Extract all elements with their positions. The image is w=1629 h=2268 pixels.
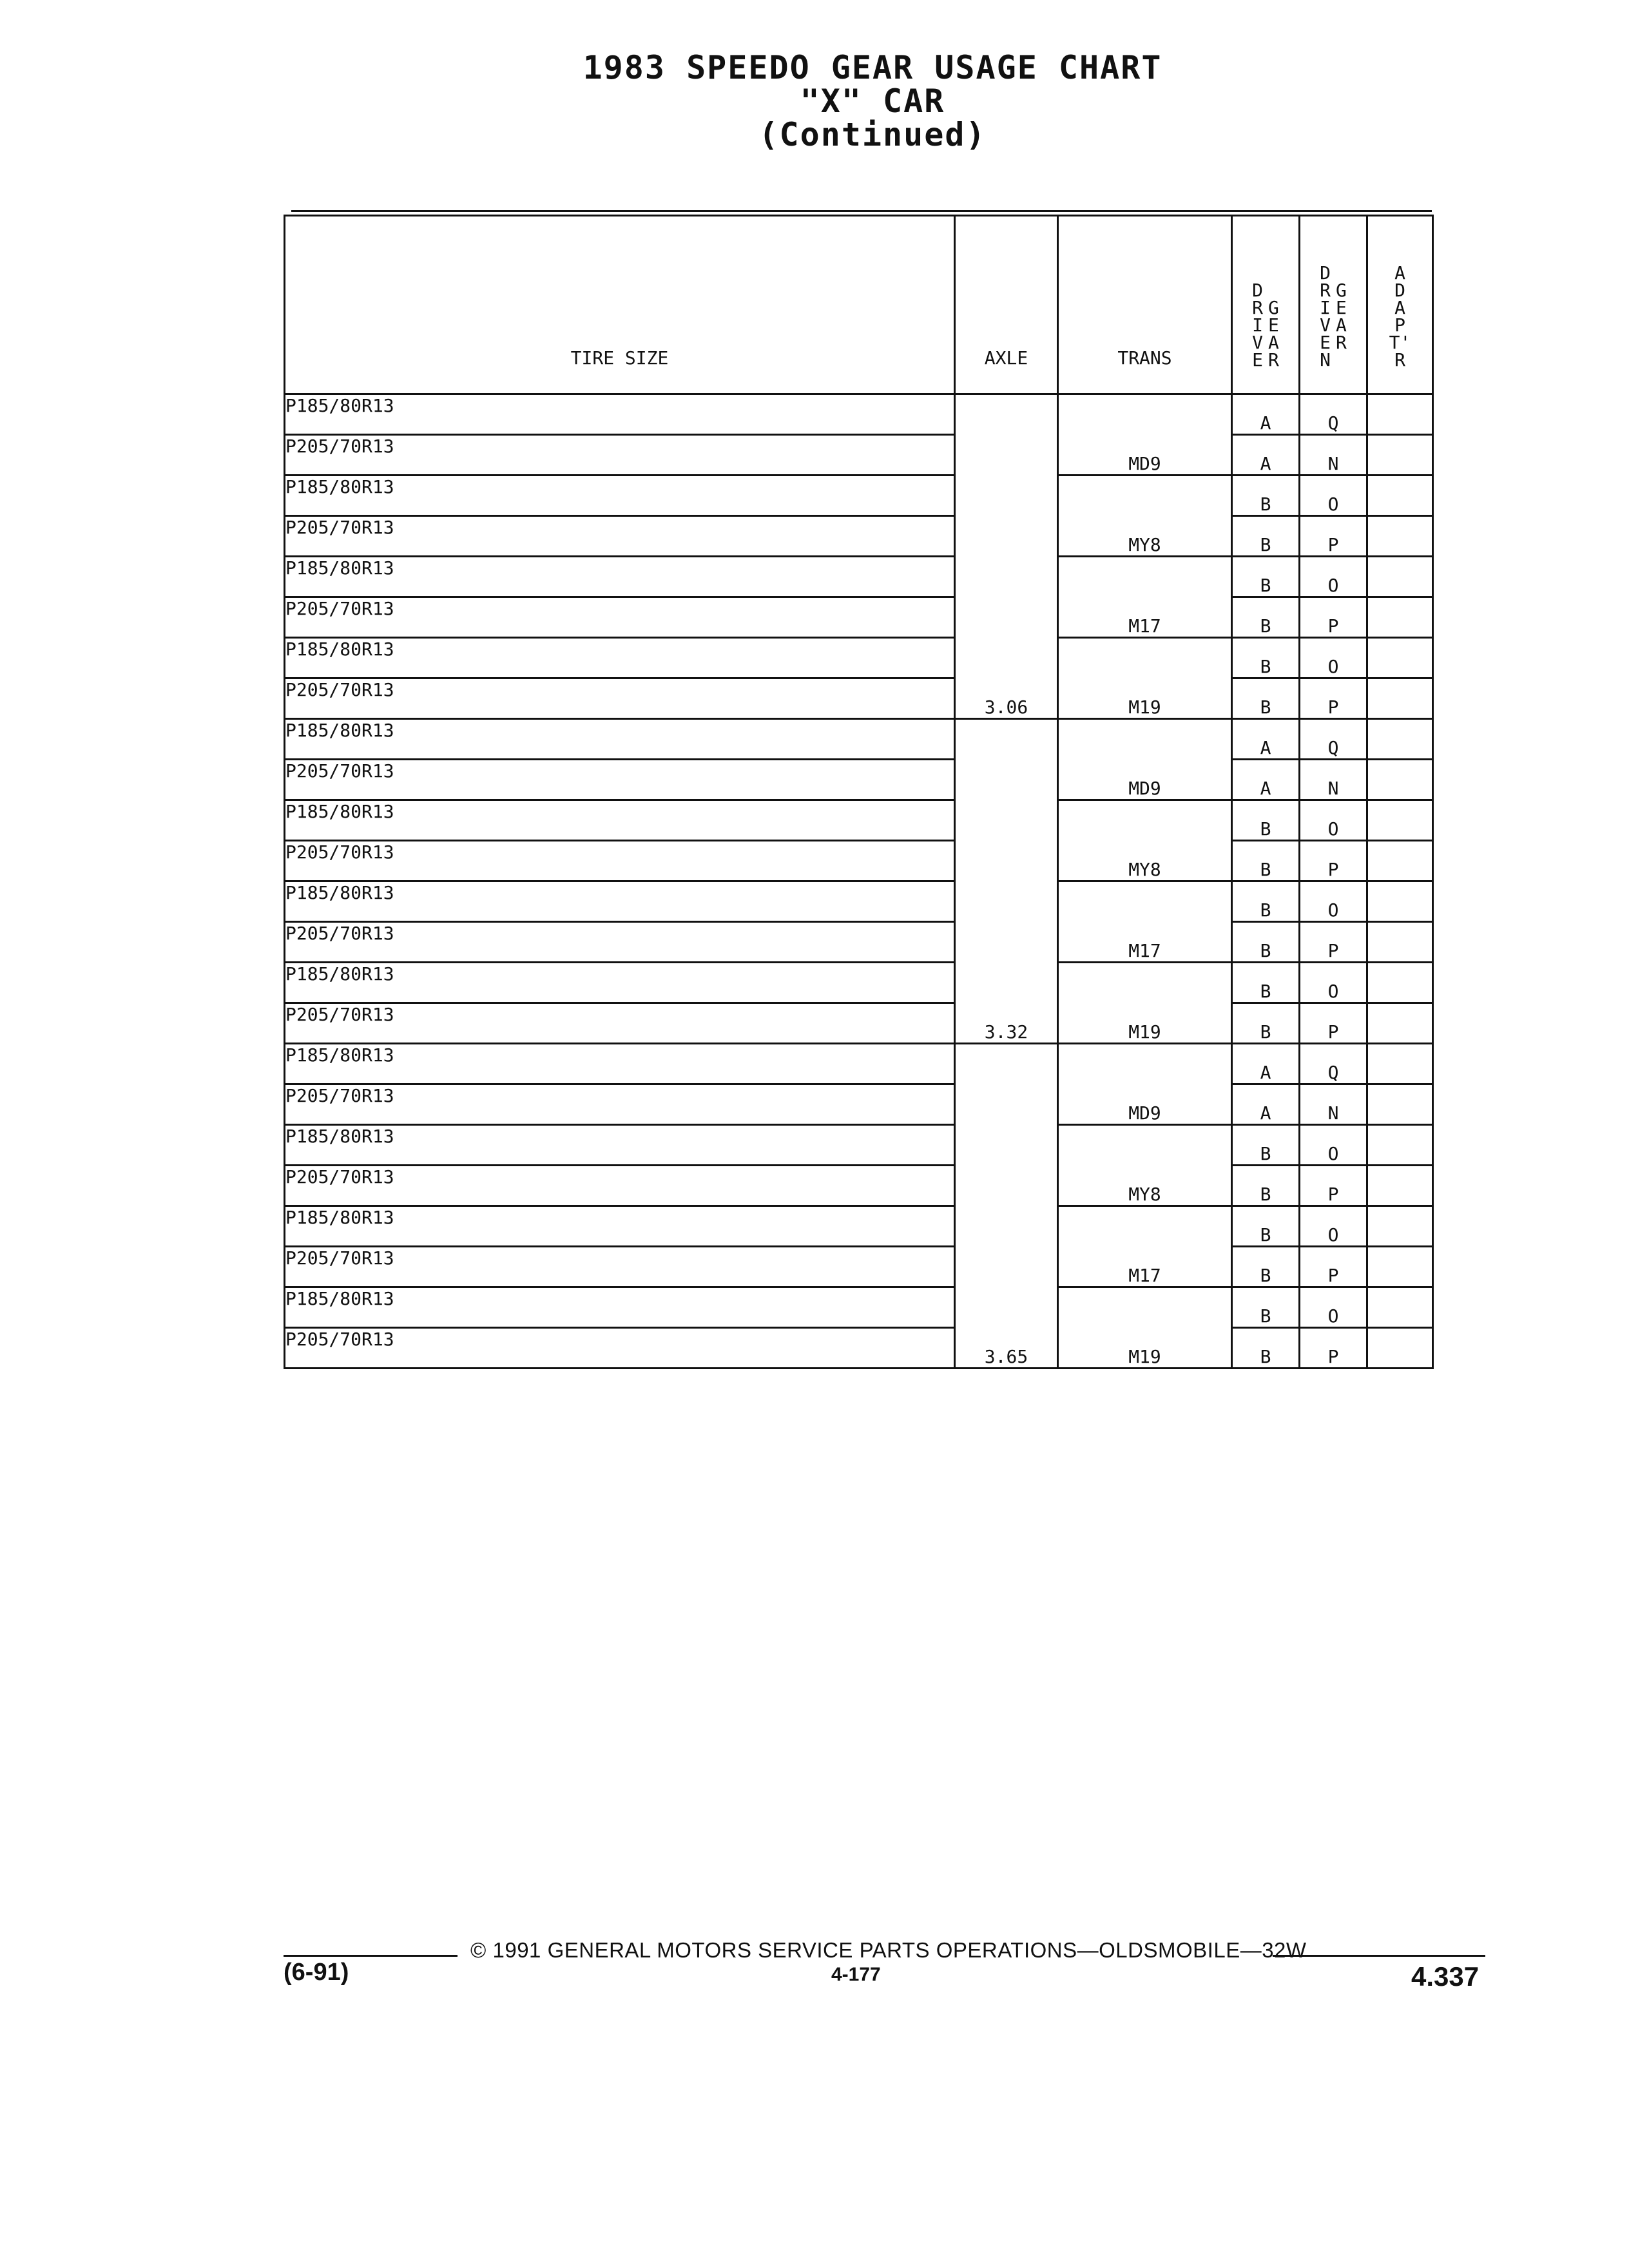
cell-axle-ratio: 3.06 (955, 394, 1058, 719)
footer-copyright: © 1991 GENERAL MOTORS SERVICE PARTS OPERATIONS—OLDSMOBILE—32W (470, 1938, 1307, 1962)
header-letter: R (1336, 332, 1347, 353)
cell-driven-gear: N (1300, 1084, 1367, 1125)
footer-revision-date: (6-91) (284, 1959, 349, 1986)
header-letter: E (1268, 314, 1279, 336)
cell-tire-size: P185/80R13 (285, 719, 955, 760)
table-row (285, 1166, 1433, 1206)
table-row (285, 638, 1433, 678)
table-row (285, 719, 1433, 760)
cell-adapter (1367, 638, 1433, 678)
cell-drive-gear: A (1232, 435, 1300, 476)
cell-driven-gear: O (1300, 1206, 1367, 1247)
table-row (285, 476, 1433, 516)
header-letter: V (1320, 314, 1331, 336)
cell-drive-gear: B (1232, 1003, 1300, 1044)
header-letter: D (1394, 280, 1405, 301)
header-letter: D (1320, 262, 1331, 284)
header-letter: T' (1389, 332, 1411, 353)
header-drive-gear-word-gear (1268, 282, 1279, 369)
cell-transmission-code: M19 (1058, 963, 1232, 1044)
cell-adapter (1367, 922, 1433, 963)
header-letter: G (1336, 280, 1347, 301)
cell-transmission-code: M19 (1058, 638, 1232, 719)
cell-adapter (1367, 1125, 1433, 1166)
cell-driven-gear: O (1300, 476, 1367, 516)
cell-drive-gear: B (1232, 597, 1300, 638)
table-row (285, 800, 1433, 841)
header-drive-gear (1232, 216, 1300, 394)
cell-adapter (1367, 394, 1433, 435)
cell-transmission-code: M17 (1058, 881, 1232, 963)
table-row (285, 1328, 1433, 1369)
header-letter: E (1320, 332, 1331, 353)
cell-drive-gear: B (1232, 922, 1300, 963)
cell-tire-size: P185/80R13 (285, 963, 955, 1003)
cell-transmission-code: MD9 (1058, 394, 1232, 476)
header-letter: E (1252, 349, 1263, 370)
table-row (285, 760, 1433, 800)
cell-transmission-code: MD9 (1058, 719, 1232, 800)
cell-drive-gear: B (1232, 516, 1300, 557)
cell-drive-gear: A (1232, 760, 1300, 800)
cell-tire-size: P185/80R13 (285, 476, 955, 516)
cell-adapter (1367, 841, 1433, 881)
cell-transmission-code: M17 (1058, 1206, 1232, 1287)
table-top-rule (291, 210, 1432, 212)
cell-driven-gear: P (1300, 922, 1367, 963)
cell-adapter (1367, 760, 1433, 800)
header-letter: I (1320, 297, 1331, 318)
cell-driven-gear: P (1300, 597, 1367, 638)
cell-adapter (1367, 1166, 1433, 1206)
header-adapter (1367, 216, 1433, 394)
cell-tire-size: P205/70R13 (285, 1003, 955, 1044)
header-letter: A (1336, 314, 1347, 336)
table-row (285, 678, 1433, 719)
cell-tire-size: P185/80R13 (285, 638, 955, 678)
cell-adapter (1367, 1328, 1433, 1369)
cell-driven-gear: O (1300, 881, 1367, 922)
cell-adapter (1367, 881, 1433, 922)
cell-tire-size: P185/80R13 (285, 881, 955, 922)
cell-drive-gear: A (1232, 1044, 1300, 1084)
cell-drive-gear: B (1232, 476, 1300, 516)
header-letter: A (1268, 332, 1279, 353)
table-body (285, 394, 1433, 1369)
footer-rule-left (284, 1955, 458, 1957)
cell-drive-gear: B (1232, 800, 1300, 841)
cell-adapter (1367, 963, 1433, 1003)
header-driven-gear (1300, 216, 1367, 394)
cell-driven-gear: O (1300, 1125, 1367, 1166)
table-header-row (285, 216, 1433, 394)
cell-tire-size: P185/80R13 (285, 557, 955, 597)
page-title: 1983 SPEEDO GEAR USAGE CHART (583, 49, 1162, 86)
cell-drive-gear: B (1232, 678, 1300, 719)
cell-tire-size: P185/80R13 (285, 1044, 955, 1084)
cell-driven-gear: N (1300, 435, 1367, 476)
cell-adapter (1367, 1044, 1433, 1084)
header-trans: TRANS (1058, 216, 1232, 394)
cell-adapter (1367, 1206, 1433, 1247)
cell-tire-size: P205/70R13 (285, 435, 955, 476)
cell-adapter (1367, 678, 1433, 719)
header-axle: AXLE (955, 216, 1058, 394)
cell-transmission-code: M19 (1058, 1287, 1232, 1369)
header-drive-gear-word-drive (1252, 282, 1263, 369)
header-driven-gear-word-gear (1336, 264, 1347, 369)
cell-adapter (1367, 1003, 1433, 1044)
cell-driven-gear: N (1300, 760, 1367, 800)
cell-transmission-code: M17 (1058, 557, 1232, 638)
table-row (285, 516, 1433, 557)
cell-tire-size: P185/80R13 (285, 800, 955, 841)
table-row (285, 1247, 1433, 1287)
speedo-gear-usage-table (284, 215, 1434, 1369)
cell-tire-size: P205/70R13 (285, 1084, 955, 1125)
cell-driven-gear: P (1300, 516, 1367, 557)
table-row (285, 1287, 1433, 1328)
cell-driven-gear: P (1300, 1328, 1367, 1369)
header-letter: D (1252, 280, 1263, 301)
cell-drive-gear: B (1232, 1125, 1300, 1166)
cell-drive-gear: B (1232, 841, 1300, 881)
footer-page-ref: 4-177 (831, 1964, 881, 1985)
cell-tire-size: P205/70R13 (285, 1247, 955, 1287)
table-row (285, 1044, 1433, 1084)
table-row (285, 881, 1433, 922)
cell-tire-size: P205/70R13 (285, 1166, 955, 1206)
table-row (285, 1206, 1433, 1247)
cell-axle-ratio: 3.65 (955, 1044, 1058, 1369)
cell-adapter (1367, 516, 1433, 557)
table-row (285, 597, 1433, 638)
header-letter: R (1394, 349, 1405, 370)
cell-driven-gear: P (1300, 841, 1367, 881)
cell-tire-size: P205/70R13 (285, 516, 955, 557)
cell-drive-gear: B (1232, 1287, 1300, 1328)
header-letter: P (1394, 314, 1405, 336)
header-letter: R (1268, 349, 1279, 370)
cell-tire-size: P205/70R13 (285, 922, 955, 963)
table-row (285, 1084, 1433, 1125)
cell-driven-gear: O (1300, 963, 1367, 1003)
header-letter: N (1320, 349, 1331, 370)
table-row (285, 963, 1433, 1003)
header-letter: G (1268, 297, 1279, 318)
cell-adapter (1367, 719, 1433, 760)
footer-page-number: 4.337 (1411, 1961, 1480, 1992)
header-letter: V (1252, 332, 1263, 353)
cell-tire-size: P205/70R13 (285, 1328, 955, 1369)
cell-adapter (1367, 1247, 1433, 1287)
cell-adapter (1367, 557, 1433, 597)
cell-driven-gear: O (1300, 638, 1367, 678)
cell-tire-size: P205/70R13 (285, 597, 955, 638)
table-row (285, 1003, 1433, 1044)
header-letter: A (1394, 262, 1405, 284)
table-row (285, 922, 1433, 963)
usage-table-container (284, 215, 1437, 1369)
cell-drive-gear: B (1232, 557, 1300, 597)
cell-drive-gear: B (1232, 638, 1300, 678)
cell-tire-size: P205/70R13 (285, 678, 955, 719)
cell-tire-size: P185/80R13 (285, 394, 955, 435)
cell-adapter (1367, 476, 1433, 516)
header-letter: E (1336, 297, 1347, 318)
cell-drive-gear: B (1232, 1206, 1300, 1247)
cell-driven-gear: O (1300, 557, 1367, 597)
cell-adapter (1367, 1084, 1433, 1125)
cell-transmission-code: MY8 (1058, 476, 1232, 557)
cell-driven-gear: P (1300, 1247, 1367, 1287)
table-row (285, 394, 1433, 435)
header-adapter-word (1389, 264, 1411, 369)
cell-adapter (1367, 800, 1433, 841)
cell-adapter (1367, 435, 1433, 476)
header-letter: R (1252, 297, 1263, 318)
cell-driven-gear: P (1300, 1166, 1367, 1206)
cell-transmission-code: MY8 (1058, 800, 1232, 881)
cell-drive-gear: B (1232, 1166, 1300, 1206)
cell-drive-gear: B (1232, 963, 1300, 1003)
cell-driven-gear: P (1300, 678, 1367, 719)
cell-drive-gear: B (1232, 1328, 1300, 1369)
header-letter: I (1252, 314, 1263, 336)
header-letter: R (1320, 280, 1331, 301)
header-driven-gear-word-driven (1320, 264, 1331, 369)
cell-driven-gear: O (1300, 800, 1367, 841)
cell-drive-gear: A (1232, 719, 1300, 760)
cell-driven-gear: P (1300, 1003, 1367, 1044)
cell-adapter (1367, 1287, 1433, 1328)
cell-drive-gear: A (1232, 394, 1300, 435)
cell-drive-gear: A (1232, 1084, 1300, 1125)
header-tire-size: TIRE SIZE (285, 216, 955, 394)
cell-transmission-code: MD9 (1058, 1044, 1232, 1125)
cell-axle-ratio: 3.32 (955, 719, 1058, 1044)
table-row (285, 435, 1433, 476)
header-letter: A (1394, 297, 1405, 318)
cell-adapter (1367, 597, 1433, 638)
cell-drive-gear: B (1232, 1247, 1300, 1287)
cell-tire-size: P185/80R13 (285, 1206, 955, 1247)
table-row (285, 557, 1433, 597)
cell-driven-gear: O (1300, 1287, 1367, 1328)
cell-drive-gear: B (1232, 881, 1300, 922)
cell-driven-gear: Q (1300, 719, 1367, 760)
cell-driven-gear: Q (1300, 394, 1367, 435)
table-row (285, 1125, 1433, 1166)
cell-transmission-code: MY8 (1058, 1125, 1232, 1206)
page-continued-label: (Continued) (758, 116, 987, 153)
cell-tire-size: P205/70R13 (285, 760, 955, 800)
page-subtitle: "X" CAR (800, 82, 945, 120)
cell-tire-size: P185/80R13 (285, 1287, 955, 1328)
cell-tire-size: P185/80R13 (285, 1125, 955, 1166)
cell-tire-size: P205/70R13 (285, 841, 955, 881)
table-row (285, 841, 1433, 881)
cell-driven-gear: Q (1300, 1044, 1367, 1084)
